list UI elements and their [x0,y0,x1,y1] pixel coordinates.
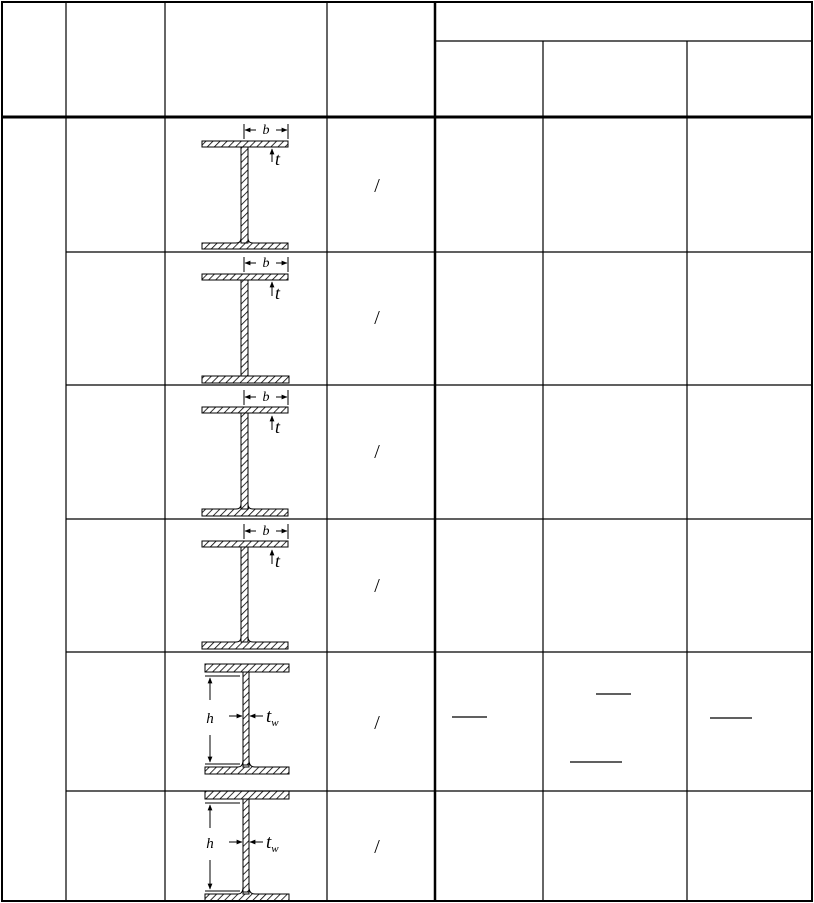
flange-thickness-label: t [275,551,281,571]
table-row-4 [202,524,380,649]
ratio-slash: / [374,575,380,597]
table-row-2 [202,256,380,383]
i-section-flange-diagram [202,123,288,249]
flange-thickness-label: t [275,149,281,169]
i-section-flange-diagram [202,390,288,516]
ratio-slash: / [374,712,380,734]
table-grid [2,2,812,901]
web-thickness-label: $t_w$ [266,832,279,855]
i-section-flange-diagram [202,524,288,649]
table-row-3 [202,390,380,516]
web-height-label: h [206,836,214,852]
flange-width-label: b [262,256,270,271]
ratio-slash: / [374,441,380,463]
table-row-5 [205,664,752,774]
web-height-label: h [206,711,214,727]
web-thickness-label: $t_w$ [266,706,279,729]
flange-thickness-label: t [275,417,281,437]
i-section-flange-diagram [202,256,289,383]
ratio-slash: / [374,836,380,858]
flange-width-label: b [262,390,270,405]
i-section-web-diagram [205,664,289,774]
ratio-slash: / [374,175,380,197]
table-row-1 [202,123,380,249]
i-section-web-diagram [205,791,289,901]
flange-width-label: b [262,123,270,138]
table-row-6 [205,791,380,901]
flange-thickness-label: t [275,283,281,303]
ratio-slash: / [374,307,380,329]
flange-width-label: b [262,524,270,539]
